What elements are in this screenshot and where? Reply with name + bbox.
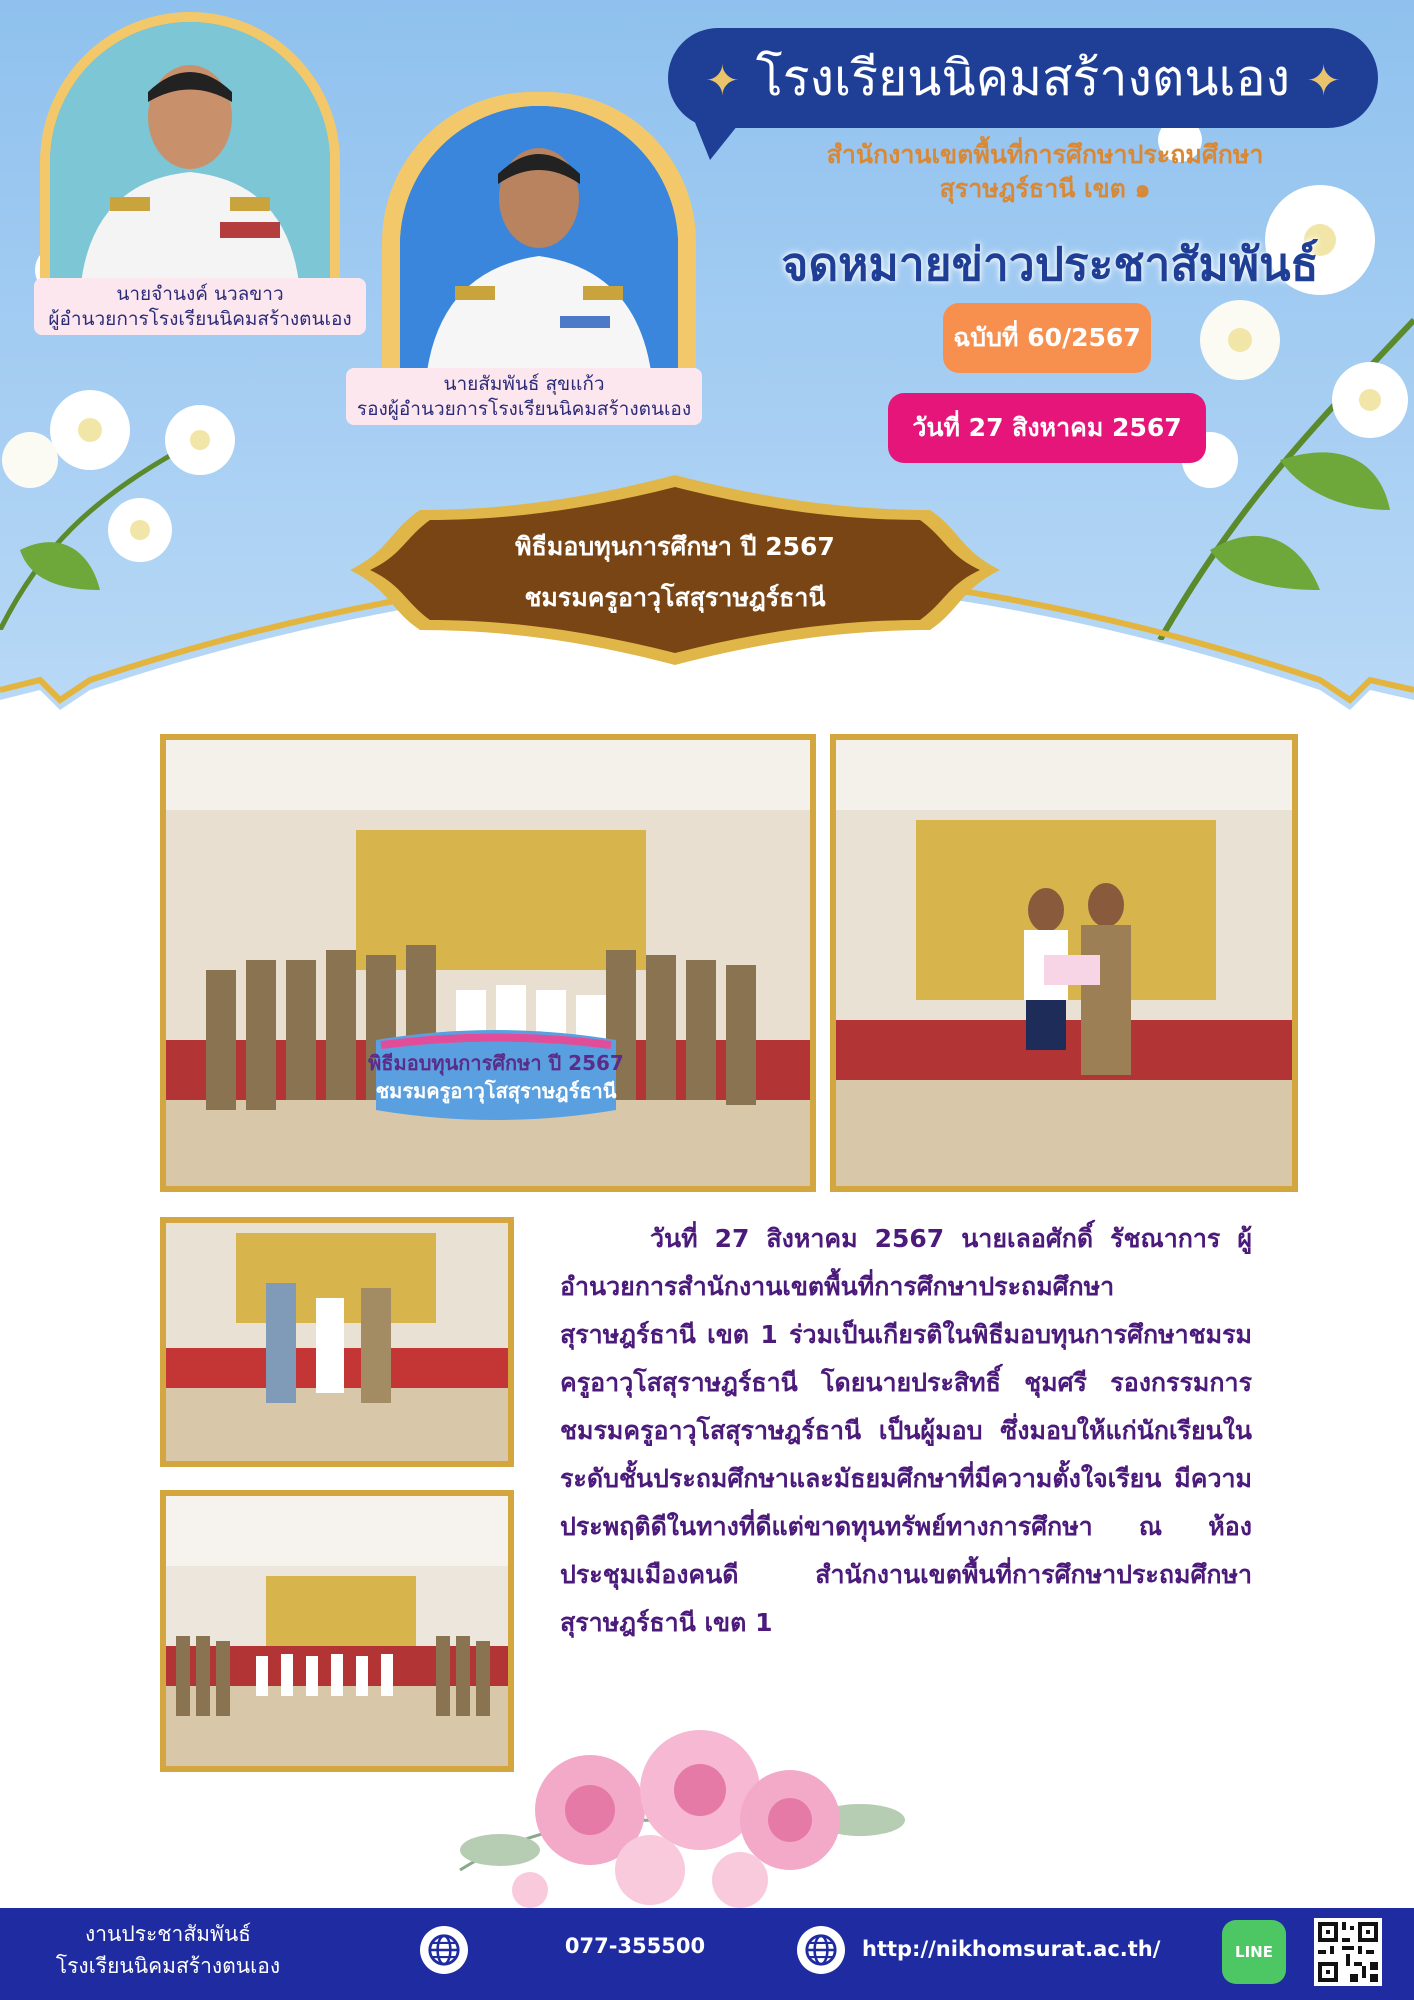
agency-line2: สุราษฎร์ธานี เขต ๑ xyxy=(939,173,1151,203)
director-photo xyxy=(50,22,330,292)
newsletter-title: จดหมายข่าวประชาสัมพันธ์ xyxy=(781,237,1319,291)
qr-code-pattern xyxy=(1314,1918,1382,1986)
ornament-star-icon: ✦ xyxy=(704,56,740,105)
agency-name xyxy=(760,138,1330,206)
banner-line1: พิธีมอบทุนการศึกษา ปี 2567 xyxy=(368,1051,624,1075)
director-position: ผู้อำนวยการโรงเรียนนิคมสร้างตนเอง xyxy=(48,307,352,330)
line-app-icon[interactable] xyxy=(1222,1920,1286,1984)
headline-plaque xyxy=(350,470,1000,670)
issue-badge: ฉบับที่ 60/2567 xyxy=(943,303,1151,373)
globe-icon xyxy=(420,1926,468,1974)
banner-line2: ชมรมครูอาวุโสสุราษฎร์ธานี xyxy=(375,1079,617,1103)
deputy-position: รองผู้อำนวยการโรงเรียนนิคมสร้างตนเอง xyxy=(356,397,692,420)
globe-icon xyxy=(797,1926,845,1974)
director-portrait-frame xyxy=(40,12,340,312)
footer-dept-line1: งานประชาสัมพันธ์ xyxy=(84,1922,251,1946)
footer-website-link[interactable]: http://nikhomsurat.ac.th/ xyxy=(862,1937,1161,1961)
trio-photo-image xyxy=(166,1223,508,1461)
pink-flowers-decoration xyxy=(440,1700,920,1910)
line-icon-label: LINE xyxy=(1235,1943,1273,1961)
deputy-photo-image xyxy=(400,106,678,388)
deputy-name: นายสัมพันธ์ สุขแก้ว xyxy=(443,373,605,395)
footer-phone[interactable]: 077-355500 xyxy=(564,1934,706,1958)
qr-code-icon[interactable] xyxy=(1314,1918,1382,1986)
director-name-tag xyxy=(34,278,366,335)
director-name: นายจำนงค์ นวลขาว xyxy=(116,283,284,305)
director-photo-image xyxy=(50,22,330,292)
deputy-portrait-frame xyxy=(382,92,696,410)
footer-department xyxy=(38,1918,298,1982)
article-body xyxy=(560,1215,1252,1647)
headline-line2: ชมรมครูอาวุโสสุราษฎร์ธานี xyxy=(524,583,826,612)
footer-dept-line2: โรงเรียนนิคมสร้างตนเอง xyxy=(55,1954,281,1978)
group-photo-image xyxy=(166,740,810,1186)
award-handover-photo-image xyxy=(836,740,1292,1186)
ornament-star-icon: ✦ xyxy=(1306,56,1342,105)
agency-line1: สำนักงานเขตพื้นที่การศึกษาประถมศึกษา xyxy=(826,140,1264,169)
deputy-photo xyxy=(400,106,678,388)
article-paragraph: วันที่ 27 สิงหาคม 2567 นายเลอศักดิ์ รัชณาการ ผู้อำนวยการสำนักงานเขตพื้นที่การศึกษาประถมศึกษา สุราษฎร์ธานี เขต 1 ร่วมเป็นเกียรติในพิธีมอบทุนการศึกษาชมรมครูอาวุโสสุราษฎร์ธานี โดยนายประสิทธิ์ ชุมศรี รองกรรมการชมรมครูอาวุโสสุราษฎร์ธานี เป็นผู้มอบ ซึ่งมอบให้แก่นักเรียนในระดับชั้นประถมศึกษาและมัธยมศึกษาที่มีความตั้งใจเรียน มีความประพฤติดีในทางที่ดีแต่ขาดทุนทรัพย์ทางการศึกษา ณ ห้องประชุมเมืองคนดี สำนักงานเขตพื้นที่การศึกษาประถมศึกษาสุราษฎร์ธานี เขต 1 xyxy=(560,1224,1252,1637)
award-handover-photo xyxy=(830,734,1298,1192)
trio-photo xyxy=(160,1217,514,1467)
group-photo xyxy=(160,734,816,1192)
headline-line1: พิธีมอบทุนการศึกษา ปี 2567 xyxy=(515,532,835,561)
school-title xyxy=(668,28,1378,128)
school-title-text: โรงเรียนนิคมสร้างตนเอง xyxy=(755,49,1291,107)
date-badge: วันที่ 27 สิงหาคม 2567 xyxy=(888,393,1206,463)
deputy-name-tag xyxy=(346,368,702,425)
